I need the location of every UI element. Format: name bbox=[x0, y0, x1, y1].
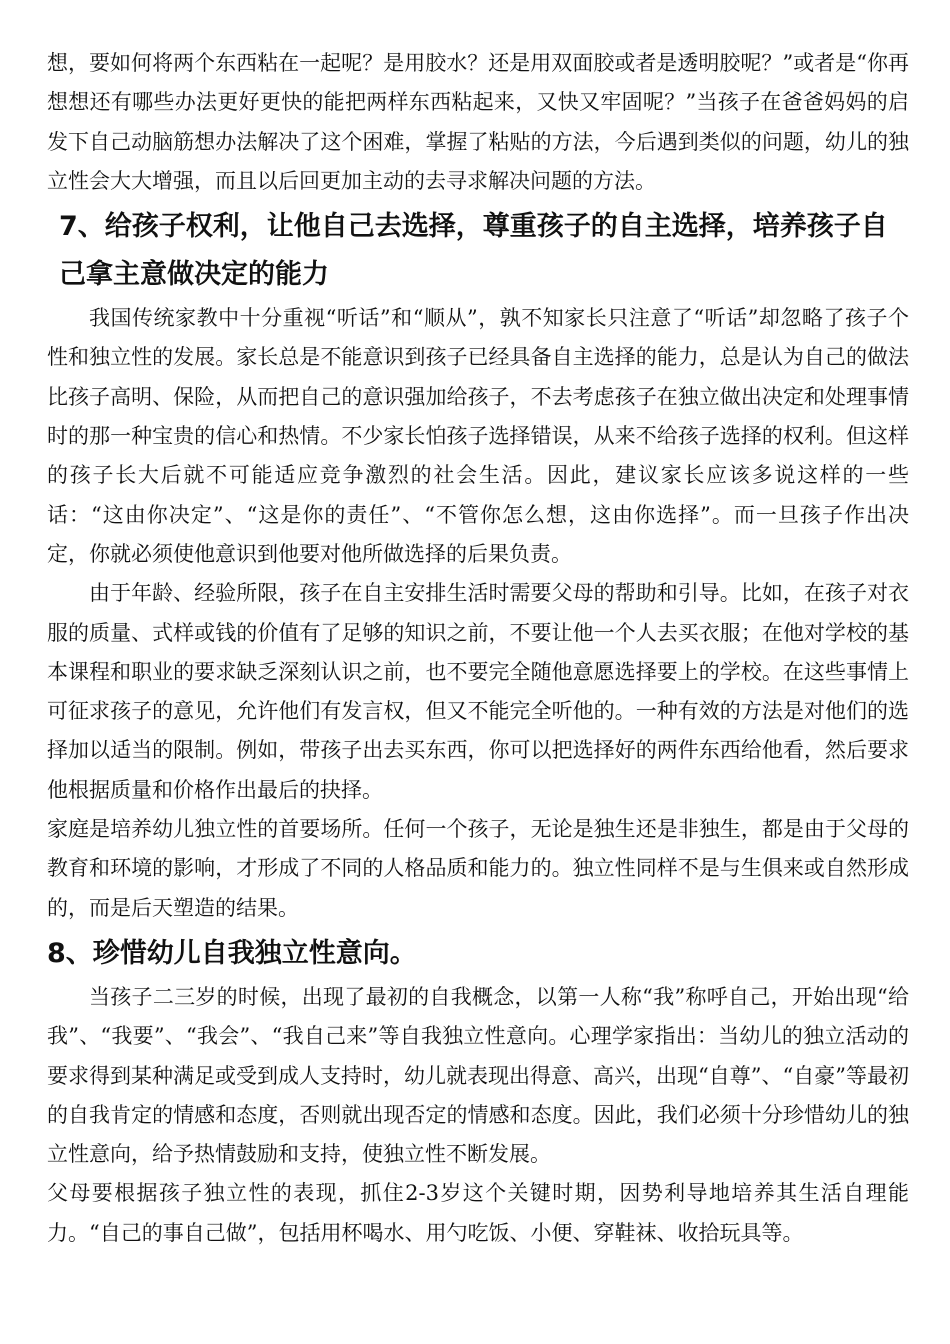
section-heading-8: 8、珍惜幼儿自我独立性意向。 bbox=[47, 937, 417, 969]
paragraph-section7-2: 由于年龄、经验所限，孩子在自主安排生活时需要父母的帮助和引导。比如，在孩子对衣服的质量、式样或钱的价值有了足够的知识之前，不要让他一个人去买衣服；在他对学校的基本课程和职业的要求缺乏深刻认识之前，也不要完全随他意愿选择要上的学校。在这些事情上可征求孩子的意见，允许他们有发言权，但又不能完全听他的。一种有效的方法是对他们的选择加以适当的限制。例如，带孩子出去买东西，你可以把选择好的两件东西给他看，然后要求他根据质量和价格作出最后的抉择。 bbox=[47, 581, 909, 802]
paragraph-intro-continued: 想，要如何将两个东西粘在一起呢？是用胶水？还是用双面胶或者是透明胶呢？”或者是“你再想想还有哪些办法更好更快的能把两样东西粘起来，又快又牢固呢？”当孩子在爸爸妈妈的启发下自己动脑筋想办法解决了这个困难，掌握了粘贴的方法，今后遇到类似的问题，幼儿的独立性会大大增强，而且以后回更加主动的去寻求解决问题的方法。 bbox=[47, 51, 909, 193]
paragraph-section8-2: 父母要根据孩子独立性的表现，抓住2-3岁这个关键时期，因势利导地培养其生活自理能力。“自己的事自己做”，包括用杯喝水、用勺吃饭、小便、穿鞋袜、收拾玩具等。 bbox=[47, 1181, 909, 1245]
document-page bbox=[47, 44, 909, 1253]
paragraph-section8-1: 当孩子二三岁的时候，出现了最初的自我概念，以第一人称“我”称呼自己，开始出现“给我”、“我要”、“我会”、“我自己来”等自我独立性意向。心理学家指出：当幼儿的独立活动的要求得到某种满足或受到成人支持时，幼儿就表现出得意、高兴，出现“自尊”、“自豪”等最初的自我肯定的情感和态度，否则就出现否定的情感和态度。因此，我们必须十分珍惜幼儿的独立性意向，给予热情鼓励和支持，使独立性不断发展。 bbox=[47, 984, 909, 1167]
paragraph-section7-1: 我国传统家教中十分重视“听话”和“顺从”，孰不知家长只注意了“听话”却忽略了孩子个性和独立性的发展。家长总是不能意识到孩子已经具备自主选择的能力，总是认为自己的做法比孩子高明、保险，从而把自己的意识强加给孩子，不去考虑孩子在独立做出决定和处理事情时的那一种宝贵的信心和热情。不少家长怕孩子选择错误，从来不给孩子选择的权利。但这样的孩子长大后就不可能适应竞争激烈的社会生活。因此，建议家长应该多说这样的一些话：“这由你决定”、“这是你的责任”、“不管你怎么想，这由你选择”。而一旦孩子作出决定，你就必须使他意识到他要对他所做选择的后果负责。 bbox=[47, 306, 909, 566]
paragraph-section7-3: 家庭是培养幼儿独立性的首要场所。任何一个孩子，无论是独生还是非独生，都是由于父母的教育和环境的影响，才形成了不同的人格品质和能力的。独立性同样不是与生俱来或自然形成的，而是后天塑造的结果。 bbox=[47, 817, 909, 920]
section-heading-7: 7、给孩子权利，让他自己去选择，尊重孩子的自主选择，培养孩子自己拿主意做决定的能力 bbox=[59, 211, 888, 291]
